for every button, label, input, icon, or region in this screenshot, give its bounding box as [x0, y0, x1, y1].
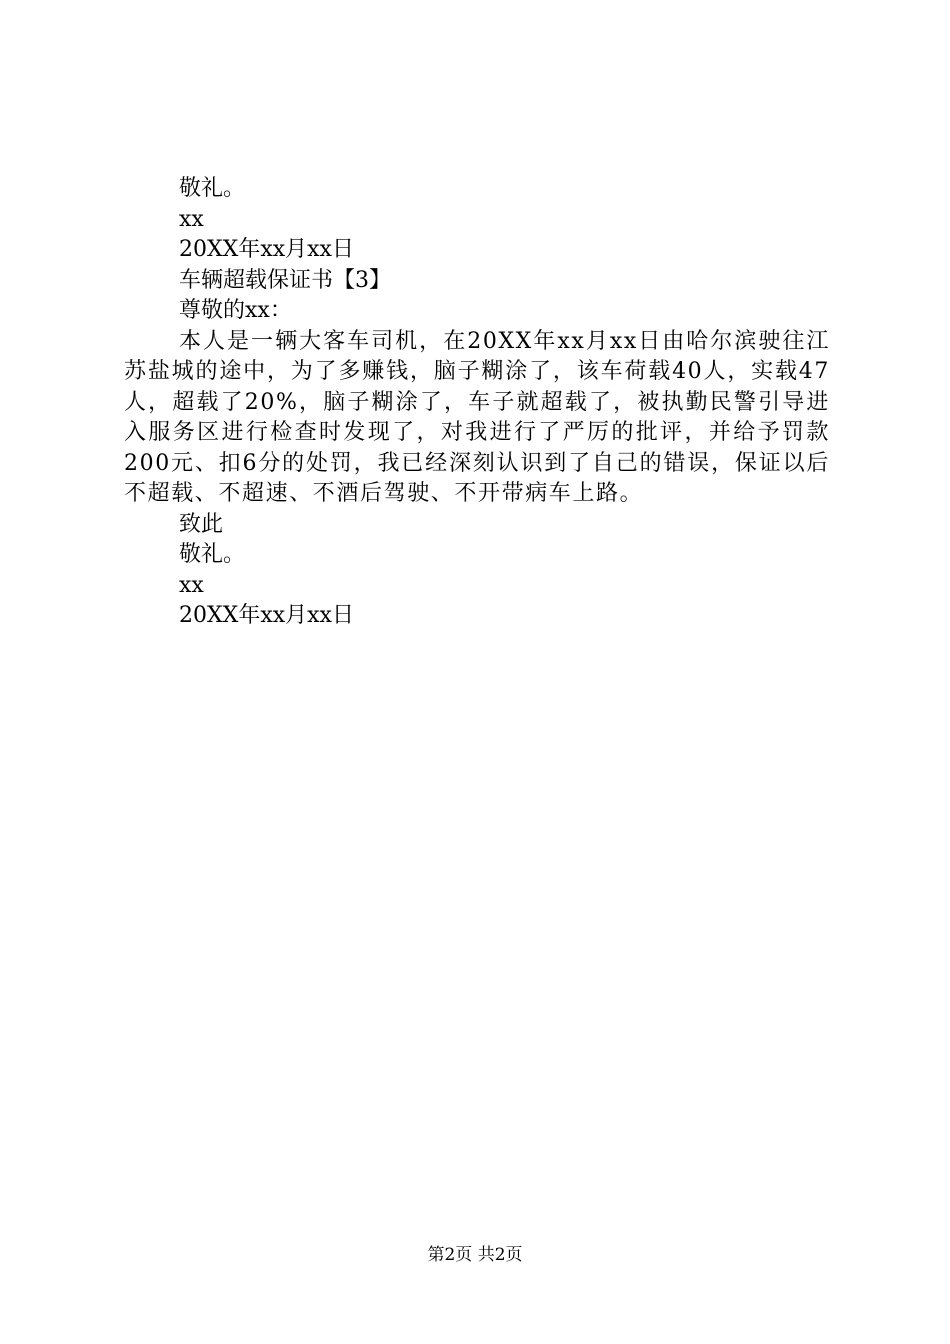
letter-body-paragraph: 本人是一辆大客车司机，在20XX年xx月xx日由哈尔滨驶往江苏盐城的途中，为了多赚钱，脑子糊涂了，该车荷载40人，实载47人，超载了20%，脑子糊涂了，车子就超载了，被执勤民警引导进入服务区进行检查时发现了，对我进行了严厉的批评，并给予罚款200元、扣6分的处罚，我已经深刻认识到了自己的错误，保证以后不超载、不超速、不酒后驾驶、不开带病车上路。 — [124, 328, 830, 506]
signature-date: 20XX年xx月xx日 — [179, 603, 354, 628]
signer-name: xx — [179, 206, 204, 232]
section-title: 车辆超载保证书【3】 — [179, 267, 391, 293]
closing-to: 致此 — [179, 511, 224, 537]
closing-salutation: 敬礼。 — [179, 176, 246, 201]
closing-salutation: 敬礼。 — [179, 542, 246, 567]
signature-date: 20XX年xx月xx日 — [179, 237, 354, 262]
signer-name: xx — [179, 572, 204, 598]
letter-greeting: 尊敬的xx： — [179, 298, 292, 323]
page-footer: 第2页 共2页 — [427, 1245, 523, 1265]
document-body — [124, 174, 844, 632]
